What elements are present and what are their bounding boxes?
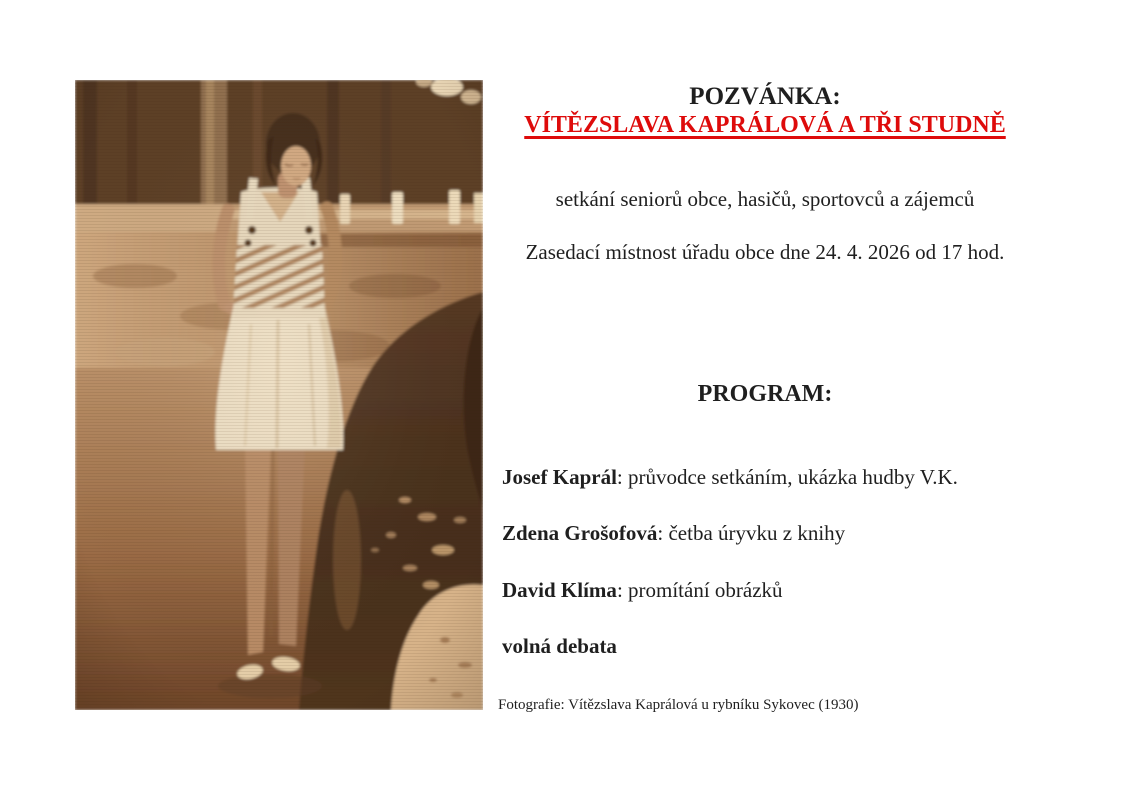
invitation-text	[482, 80, 1048, 714]
invitation-kicker: POZVÁNKA:	[689, 83, 841, 110]
photo-caption: Fotografie: Vítězslava Kaprálová u rybníku Sykovec (1930)	[498, 697, 859, 714]
program-item-name: Zdena Grošofová	[502, 521, 658, 546]
program-item-name: Josef Kaprál	[502, 465, 617, 490]
program-list	[482, 465, 1048, 603]
venue-date-line: Zasedací místnost úřadu obce dne 24. 4. 2026 od 17 hod.	[525, 239, 1005, 264]
program-item	[502, 465, 1048, 490]
program-item	[502, 521, 1048, 546]
photo-illustration	[75, 80, 483, 710]
vignette-overlay	[75, 80, 483, 710]
event-title: VÍTĚZSLAVA KAPRÁLOVÁ A TŘI STUDNĚ	[524, 112, 1006, 138]
program-item-name: David Klíma	[502, 577, 617, 602]
audience-line: setkání seniorů obce, hasičů, sportovců a zájemců	[555, 186, 975, 211]
program-item	[502, 578, 1048, 603]
program-item-detail: : četba úryvku z knihy	[657, 521, 846, 546]
program-item-detail: : průvodce setkáním, ukázka hudby V.K.	[616, 465, 958, 490]
program-heading: PROGRAM:	[697, 380, 833, 407]
photo-vitezslava-kapralova	[75, 80, 483, 710]
program-closing: volná debata	[502, 633, 617, 658]
program-item-detail: : promítání obrázků	[616, 577, 783, 602]
